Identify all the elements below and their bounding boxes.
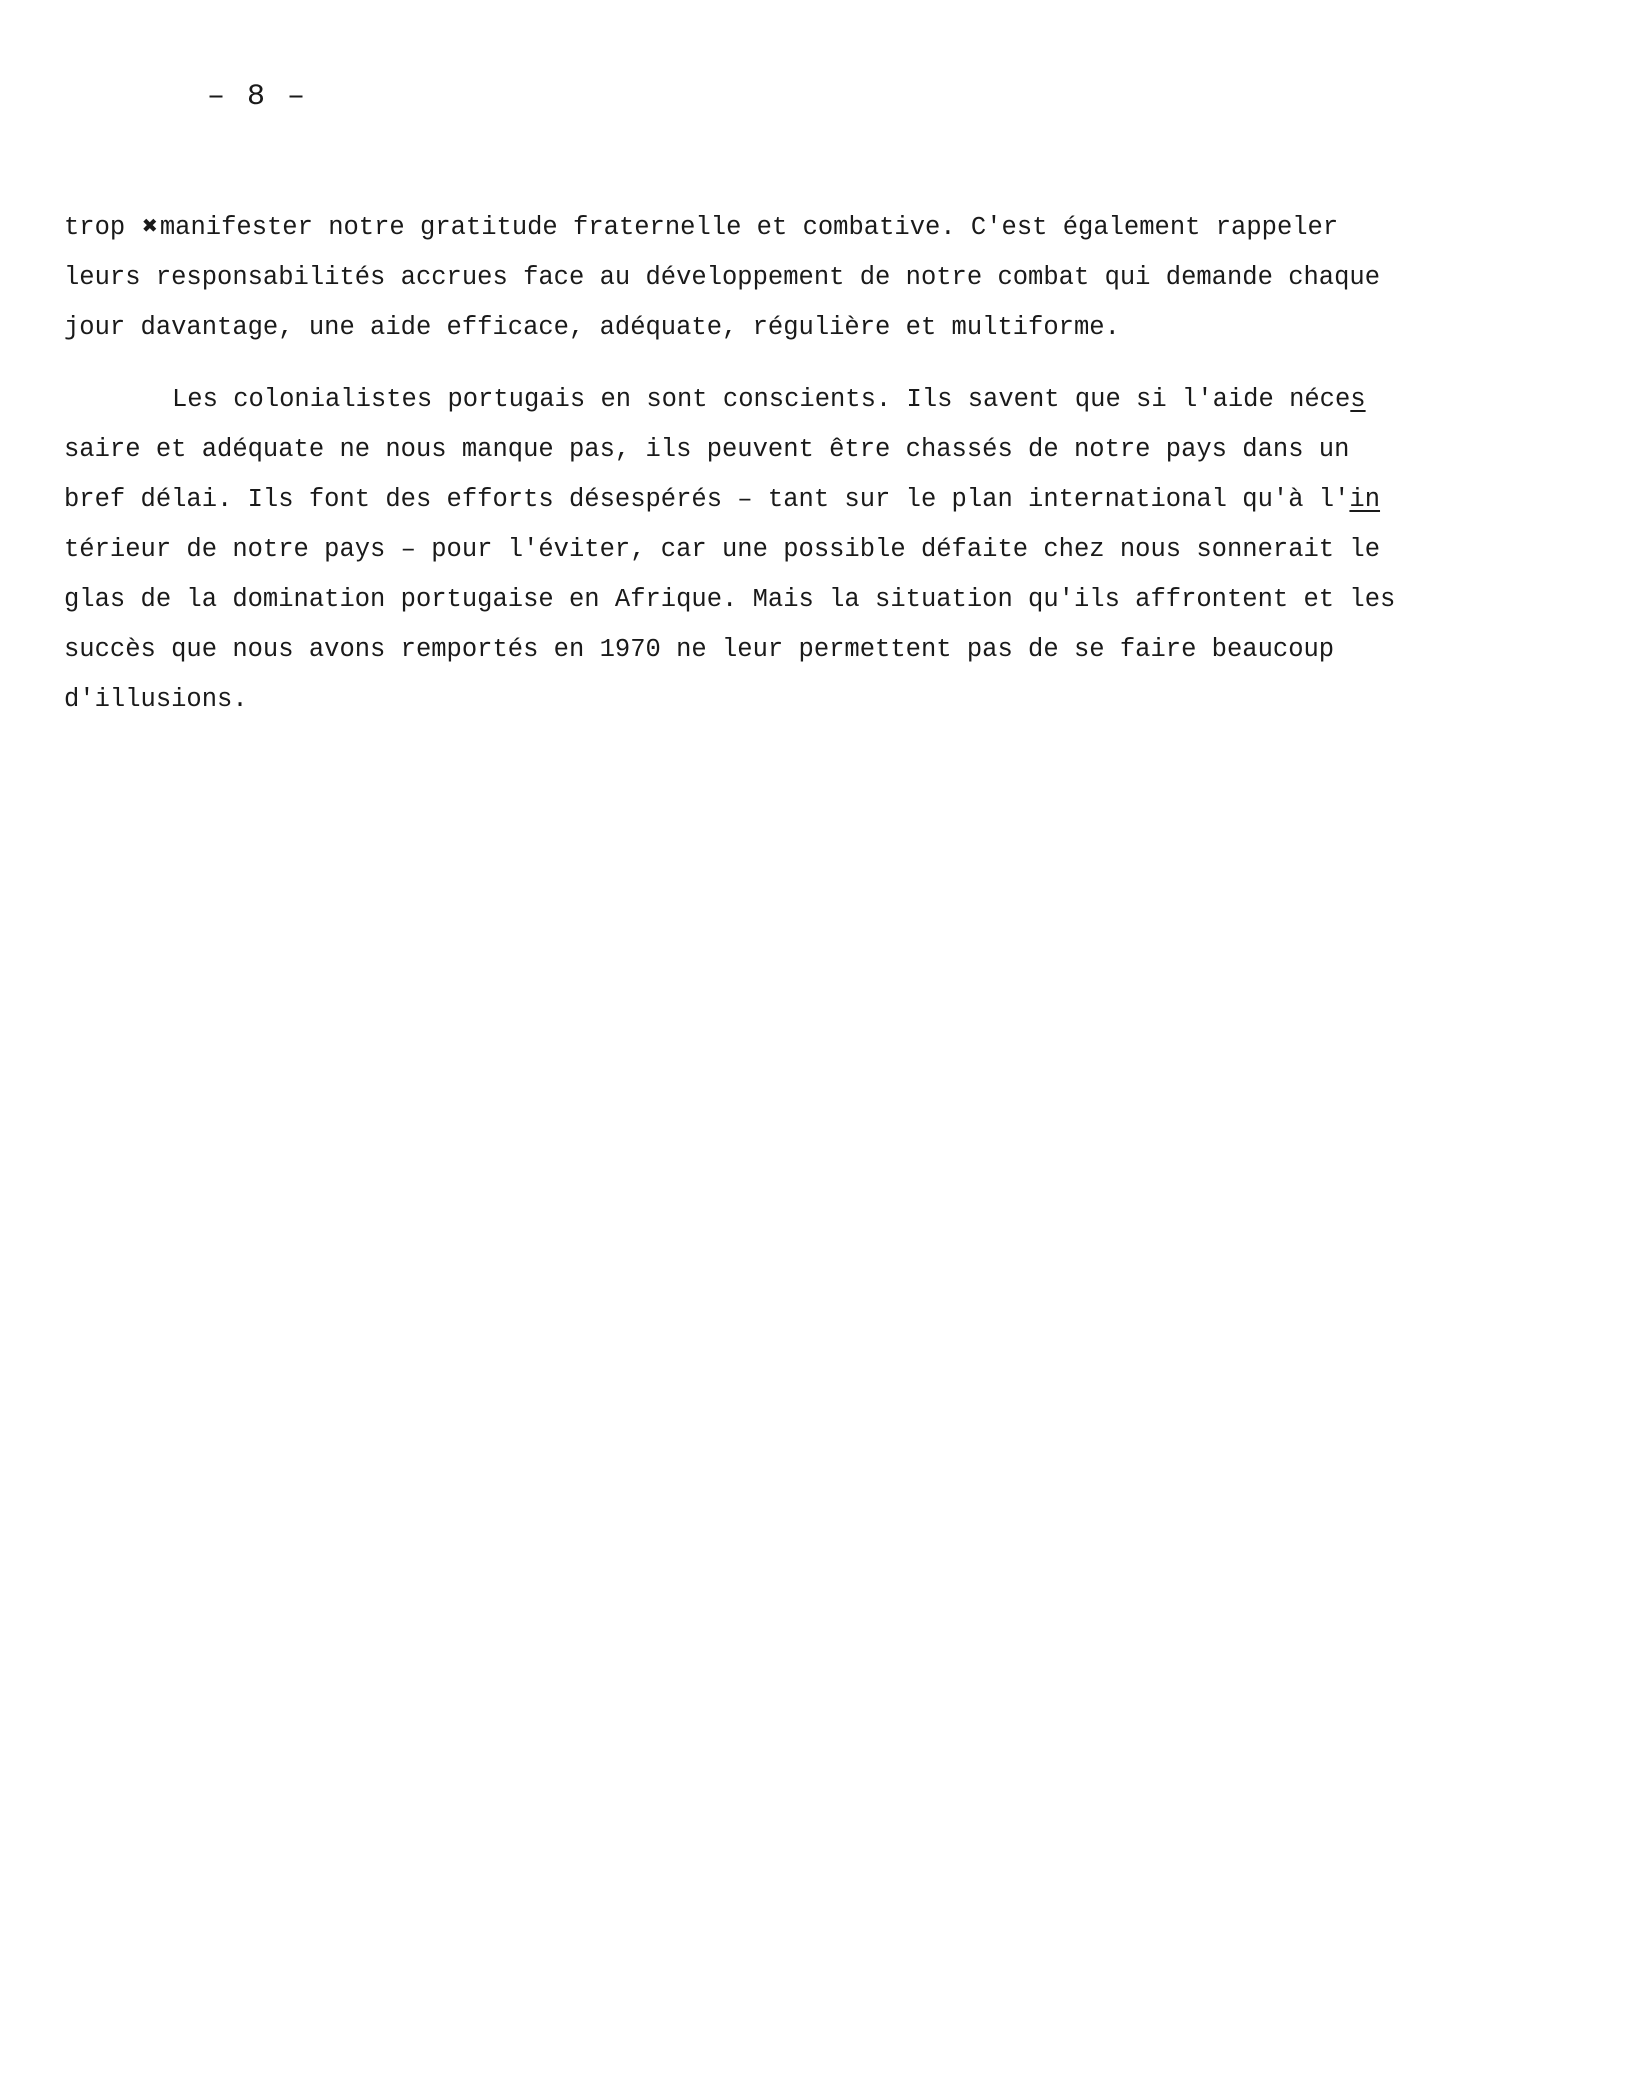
paragraph-2-line-1-start: Les colonialistes portugais en sont conscients. Ils savent que si l'aide néce	[172, 385, 1351, 414]
paragraph-2-line-3	[64, 475, 1444, 525]
paragraph-2-line-6: succès que nous avons remportés en 1970 ne leur permettent pas de se faire beaucoup	[64, 635, 1335, 664]
paragraph-2-line-4: térieur de notre pays – pour l'éviter, car une possible défaite chez nous sonnerait le	[64, 535, 1381, 564]
paragraph-2-line-2: saire et adéquate ne nous manque pas, ils peuvent être chassés de notre pays dans un	[64, 435, 1350, 464]
paragraph-1-line-1	[64, 203, 1444, 253]
paragraph-1-line-1-start: trop	[64, 213, 141, 242]
paragraph-2-line-1-underlined: s	[1350, 385, 1366, 414]
paragraph-2-line-3-underlined: in	[1349, 485, 1381, 514]
paragraph-1-line-3: jour davantage, une aide efficace, adéquate, régulière et multiforme.	[64, 313, 1120, 342]
paragraph-1-line-1-rest: manifester notre gratitude fraternelle et combative. C'est également rappeler	[159, 213, 1339, 242]
paragraph-2-line-1	[64, 375, 1444, 425]
paragraph-2	[64, 375, 1444, 725]
page-number: – 8 –	[207, 80, 308, 114]
paragraph-2-line-7: d'illusions.	[64, 685, 248, 714]
paragraph-2-line-5: glas de la domination portugaise en Afrique. Mais la situation qu'ils affrontent et les	[64, 585, 1396, 614]
crossed-out-mark-icon: ✖	[142, 213, 158, 242]
paragraph-2-line-3-start: bref délai. Ils font des efforts désespérés – tant sur le plan international qu'à l'	[64, 485, 1350, 514]
paragraph-1-line-2: leurs responsabilités accrues face au développement de notre combat qui demande chaque	[64, 263, 1381, 292]
paragraph-1	[64, 203, 1444, 353]
